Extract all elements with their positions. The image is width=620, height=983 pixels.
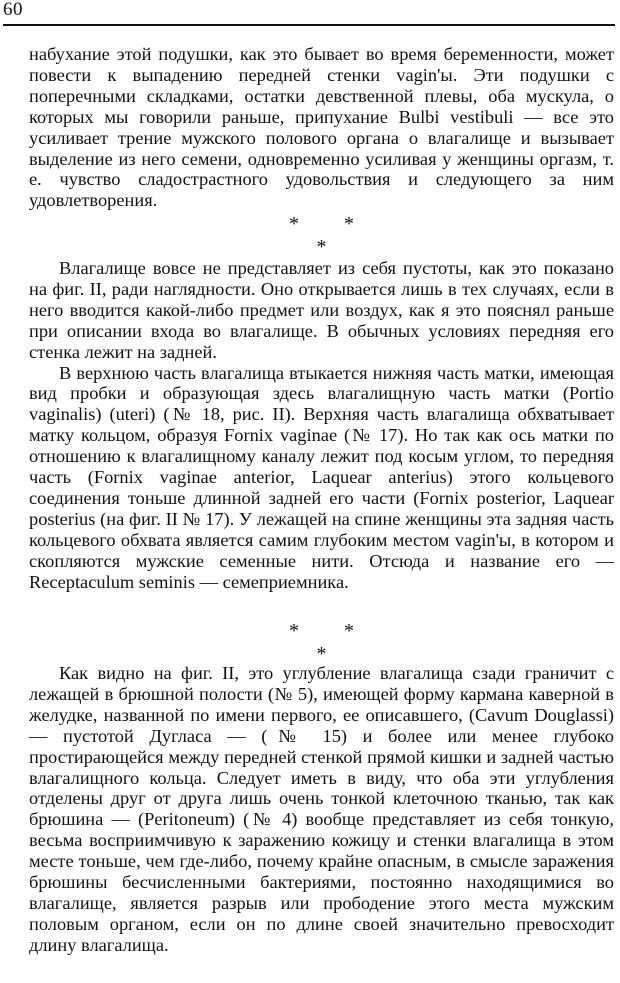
separator-2-bottom: * bbox=[316, 643, 327, 665]
paragraph-4: Как видно на фиг. II, это углубление влагалища сзади граничит с лежащей в брюшной полости (№ 5), имеющей форму кармана каверной в желудке, названной по имени первого, ее описавшего, (Cavum Douglassi) — пустотой Дугласа — (№ 15) и более или менее глубоко простирающейся между передней стенкой прямой кишки и задней частью влагалищного кольца. Следует иметь в виду, что оба эти углубления отделены друг от друга лишь очень тонкой клеточною тканью, так как брюшина — (Peritoneum) (№ 4) вообще представляет из себя тонкую, весьма восприимчивую к заражению кожицу и стенки влагалища в этом месте тоньше, чем где-либо, почему крайне опасным, в смысле заражения брюшины бесчисленными бактериями, постоянно находящимися во влагалище, является разрыв или прободение этого места мужским половым органом, если он по длине своей значительно превосходит длину влагалища. bbox=[29, 663, 614, 955]
header-rule bbox=[3, 24, 615, 26]
separator-2-top: * * bbox=[289, 620, 354, 642]
paragraph-1: набухание этой подушки, как это бывает во время беременности, может повести к выпадению передней стенки vagin'ы. Эти подушки с поперечными складками, остатки девственной плевы, оба мускула, о которых мы говорили раньше, припухание Bulbi vestibuli — все это усиливает трение мужского полового органа о влагалище и вызывает выделение из него семени, одновременно усиливая у женщины оргазм, т. е. чувство сладострастного удовольствия и следующего за ним удовлетворения. bbox=[29, 44, 614, 211]
text-block-1 bbox=[29, 44, 614, 211]
section-separator-1 bbox=[29, 214, 614, 257]
page-number: 60 bbox=[3, 0, 23, 20]
paragraph-2: Влагалище вовсе не представляет из себя пустоты, как это показано на фиг. II, ради наглядности. Оно открывается лишь в тех случаях, если в него вводится какой-либо предмет или воздух, как я это пояснял раньше при описании входа во влагалище. В обычных условиях передняя его стенка лежит на задней. bbox=[29, 258, 614, 362]
text-block-2 bbox=[29, 258, 614, 593]
separator-1-bottom: * bbox=[316, 236, 327, 258]
separator-1-top: * * bbox=[289, 213, 354, 235]
section-separator-2 bbox=[29, 621, 614, 664]
paragraph-3: В верхнюю часть влагалища втыкается нижняя часть матки, имеющая вид пробки и образующая здесь влагалищную часть матки (Portio vaginalis) (uteri) (№ 18, рис. II). Верхняя часть влагалища обхватывает матку кольцом, образуя Fornix vaginae (№ 17). Но так как ось матки по отношению к влагалищному каналу лежит под косым углом, то передняя часть (Fornix vaginae anterior, Laquear anterius) этого кольцевого соединения тоньше длинной задней его части (Fornix posterior, Laquear posterius (на фиг. II № 17). У лежащей на спине женщины эта задняя часть кольцевого обхвата является самим глубоким местом vagin'ы, в котором и скопляются мужские семенные нити. Отсюда и название его — Receptaculum seminis — семеприемника. bbox=[29, 362, 614, 592]
text-block-3 bbox=[29, 663, 614, 956]
